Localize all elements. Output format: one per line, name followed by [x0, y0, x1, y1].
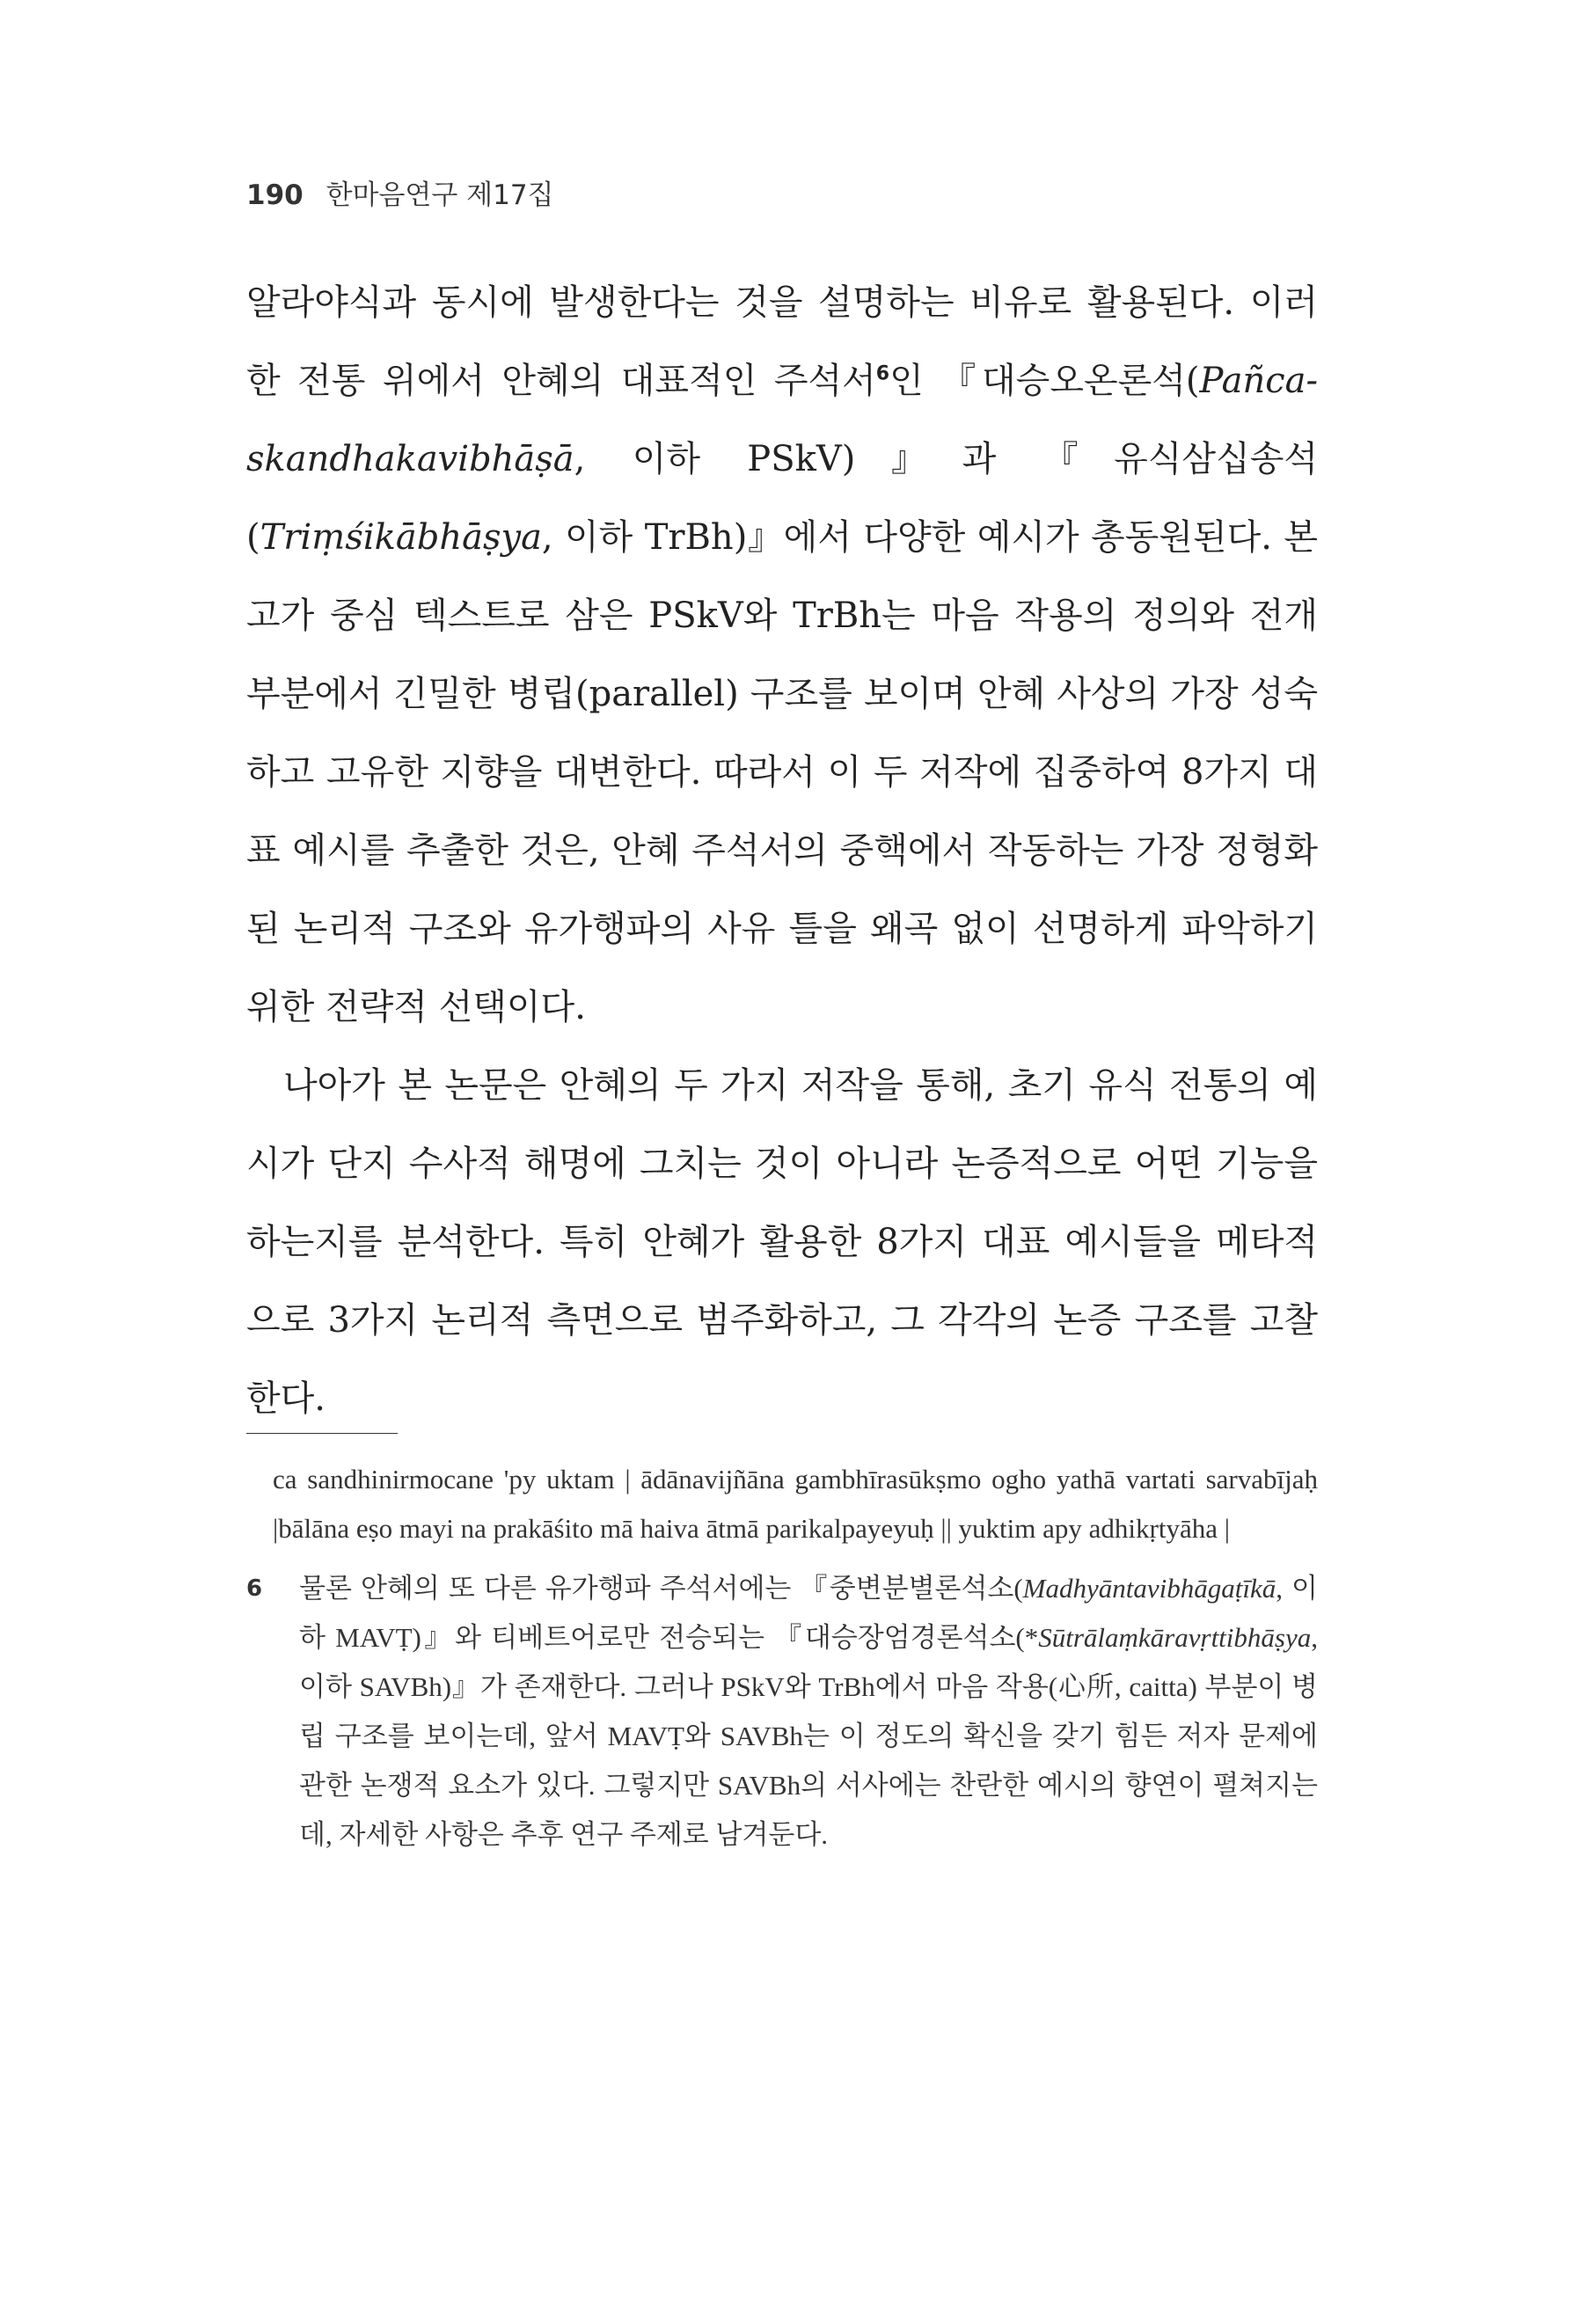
p1-text-a: 알라야식과 동시에 발생한다는 것을 설명하는 비유로 활용된다. 이러한 전통 위에서 안혜의 대표적인 주석서 — [246, 282, 1318, 401]
footnote-continued: ca sandhinirmocane 'py uktam | ādānavijñāna gambhīrasūkṣmo ogho yathā vartati sarvabījaḥ |bālāna eṣo mayi na prakāśito mā haiva ātmā parikalpayeyuḥ || yuktim apy adhikṛtyāha | — [273, 1464, 1318, 1544]
fn6-text-a: 물론 안혜의 또 다른 유가행파 주석서에는 『중변분별론석소( — [299, 1573, 1023, 1604]
footnote-number: 6 — [246, 1575, 263, 1602]
fn6-text-b: , 이하 MAVṬ)』와 티베트어로만 전승되는 『대승장엄경론석소(* — [299, 1573, 1318, 1653]
footnote-divider — [246, 1433, 398, 1434]
paragraph-1 — [246, 264, 1318, 1047]
footnotes — [246, 1455, 1318, 1860]
footnote-ref-6[interactable]: 6 — [875, 362, 890, 385]
p1-title-trbh: Triṃśikābhāṣya — [260, 517, 542, 558]
fn6-title-savbh: Sūtrālaṃkāravṛttibhāṣya — [1038, 1622, 1312, 1653]
p1-text-c: , 이하 PSkV)』과 『유식삼십송석( — [246, 439, 1318, 558]
p1-text-d: , 이하 TrBh)』에서 다양한 예시가 총동원된다. 본고가 중심 텍스트로 삼은 PSkV와 TrBh는 마음 작용의 정의와 전개 부분에서 긴밀한 병립(parallel) 구조를 보이며 안혜 사상의 가장 성숙하고 고유한 지향을 대변한다. 따라서 이 두 저작에 집중하여 8가지 대표 예시를 추출한 것은, 안혜 주석서의 중핵에서 작동하는 가장 정형화된 논리적 구조와 유가행파의 사유 틀을 왜곡 없이 선명하게 파악하기 위한 전략적 선택이다. — [246, 517, 1318, 1027]
footnote-6 — [246, 1564, 1318, 1860]
journal-title: 한마음연구 제17집 — [326, 179, 554, 211]
p1-title-pskv: Pañcaskandhakavibhāṣā — [246, 361, 1318, 479]
main-text — [246, 264, 1318, 1438]
fn6-text-c: , 이하 SAVBh)』가 존재한다. 그러나 PSkV와 TrBh에서 마음 작용(心所, caitta) 부분이 병립 구조를 보이는데, 앞서 MAVṬ와 SAVBh는 이 정도의 확신을 갖기 힘든 저자 문제에 관한 논쟁적 요소가 있다. 그렇지만 SAVBh의 서사에는 찬란한 예시의 향연이 펼쳐지는데, 자세한 사항은 추후 연구 주제로 남겨둔다. — [299, 1622, 1318, 1850]
paragraph-2: 나아가 본 논문은 안혜의 두 가지 저작을 통해, 초기 유식 전통의 예시가 단지 수사적 해명에 그치는 것이 아니라 논증적으로 어떤 기능을 하는지를 분석한다. 특히 안혜가 활용한 8가지 대표 예시들을 메타적으로 3가지 논리적 측면으로 범주화하고, 그 각각의 논증 구조를 고찰한다. — [246, 1065, 1318, 1419]
running-header — [246, 172, 554, 212]
p1-text-b: 인 『대승오온론석( — [889, 361, 1200, 401]
page-number: 190 — [246, 179, 304, 211]
fn6-title-mavt: Madhyāntavibhāgaṭīkā — [1022, 1573, 1276, 1604]
